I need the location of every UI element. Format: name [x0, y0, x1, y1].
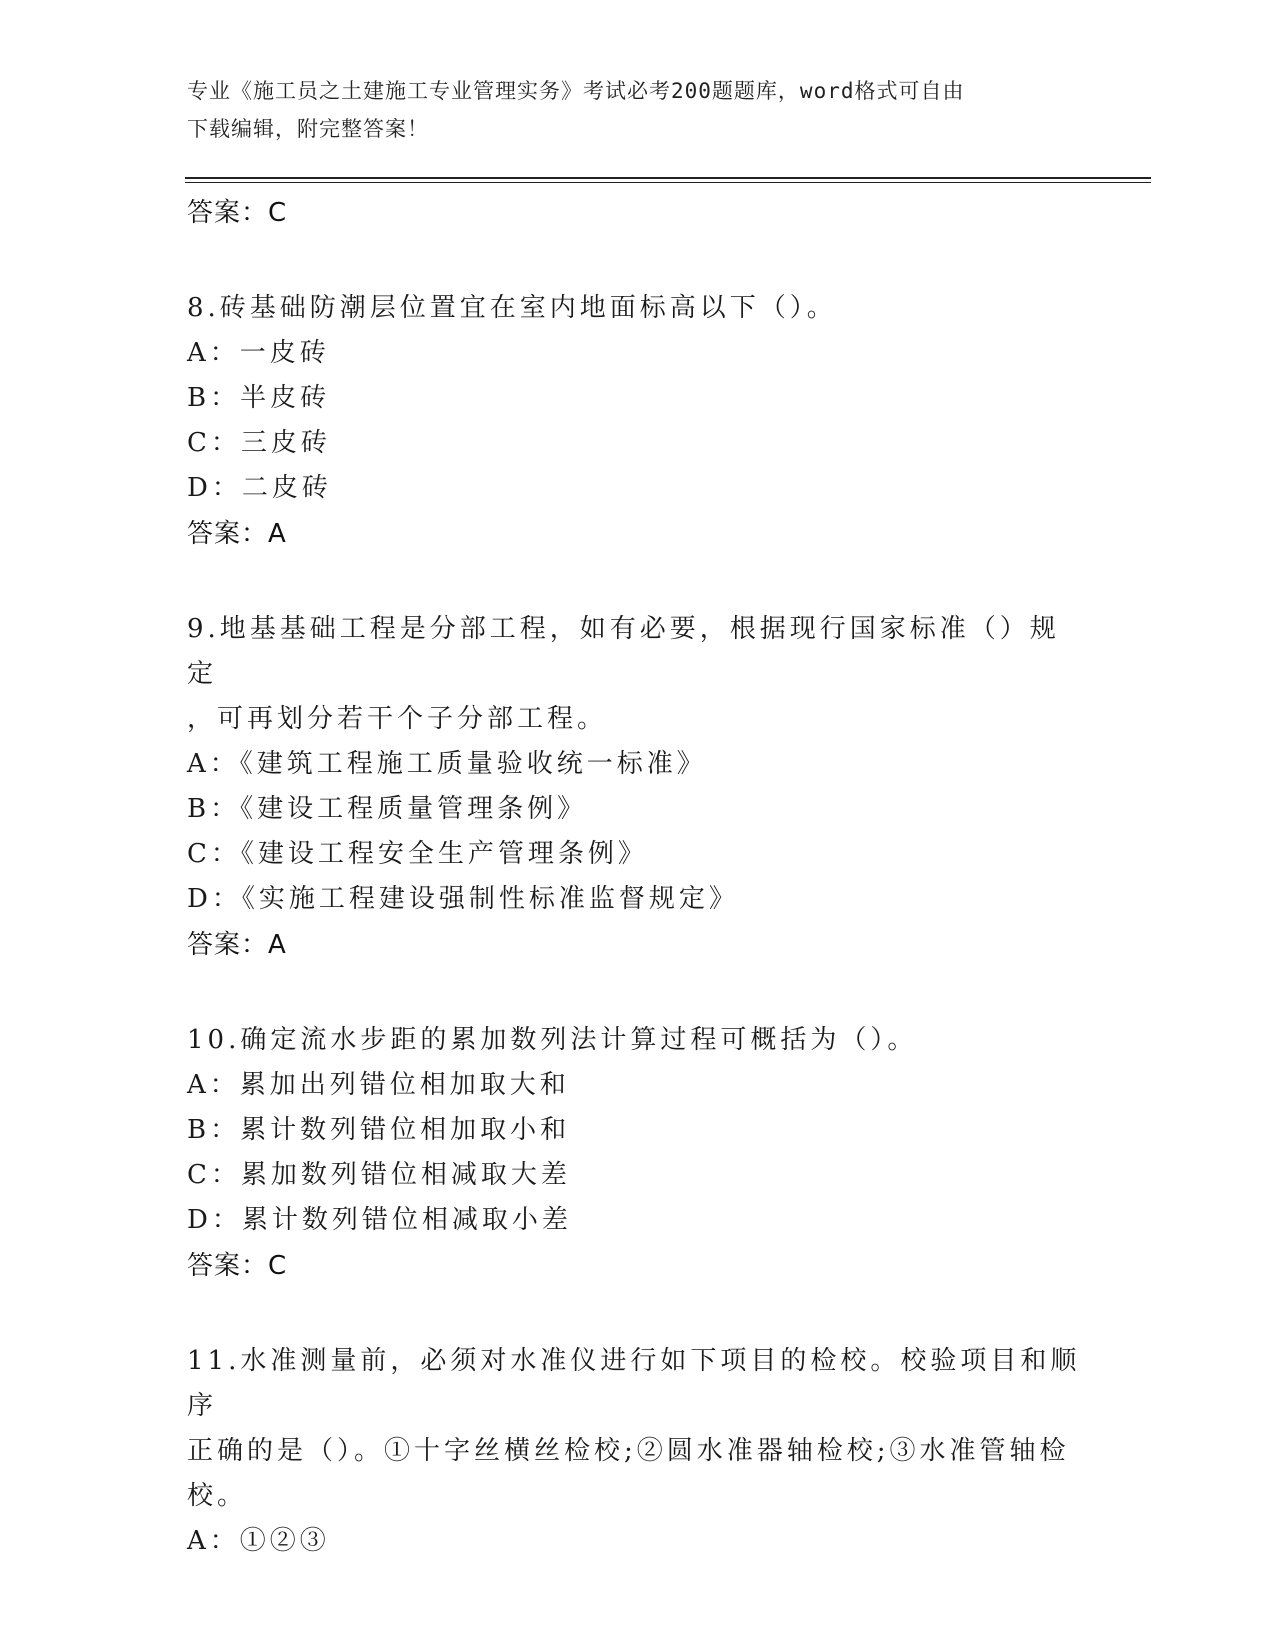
option-b: B：累计数列错位相加取小和: [187, 1115, 571, 1145]
option-b: B：《建设工程质量管理条例》: [187, 794, 588, 824]
question-9: [187, 607, 1087, 968]
question-text-continued: ，可再划分若干个子分部工程。: [187, 704, 608, 734]
document-header: [187, 72, 1067, 148]
question-text: 11.水准测量前，必须对水准仪进行如下项目的检校。校验项目和顺序: [187, 1346, 1081, 1421]
question-text-continued-2: 校。: [187, 1481, 248, 1511]
question-list: [187, 190, 1087, 1564]
header-line-2: 下载编辑，附完整答案！: [187, 117, 429, 141]
option-c: C：三皮砖: [187, 428, 331, 458]
option-d: D：二皮砖: [187, 473, 332, 503]
option-c: C：累加数列错位相减取大差: [187, 1160, 571, 1190]
question-text: 10.确定流水步距的累加数列法计算过程可概括为（）。: [187, 1025, 918, 1055]
question-8: [187, 286, 1087, 557]
question-10: [187, 1018, 1087, 1289]
option-c: C：《建设工程安全生产管理条例》: [187, 839, 648, 869]
answer-line: 答案：C: [187, 1251, 288, 1281]
header-divider-thick: [185, 177, 1151, 179]
question-text-continued: 正确的是（）。①十字丝横丝检校;②圆水准器轴检校;③水准管轴检: [187, 1436, 1070, 1466]
option-a: A：一皮砖: [187, 338, 330, 368]
answer-line: 答案：C: [187, 198, 288, 228]
option-d: D：《实施工程建设强制性标准监督规定》: [187, 884, 739, 914]
question-text: 8.砖基础防潮层位置宜在室内地面标高以下（）。: [187, 293, 837, 323]
question-11: [187, 1339, 1087, 1564]
option-a: A：《建筑工程施工质量验收统一标准》: [187, 749, 707, 779]
header-line-1: 专业《施工员之土建施工专业管理实务》考试必考200题题库，word格式可自由: [187, 79, 965, 103]
question-text: 9.地基基础工程是分部工程，如有必要，根据现行国家标准（）规定: [187, 614, 1060, 689]
option-a: A：累加出列错位相加取大和: [187, 1070, 570, 1100]
header-divider-thin: [185, 182, 1151, 183]
option-b: B：半皮砖: [187, 383, 331, 413]
option-d: D：累计数列错位相减取小差: [187, 1205, 572, 1235]
answer-line: 答案：A: [187, 930, 287, 960]
option-a: A：①②③: [187, 1526, 330, 1556]
answer-line: 答案：A: [187, 519, 287, 549]
